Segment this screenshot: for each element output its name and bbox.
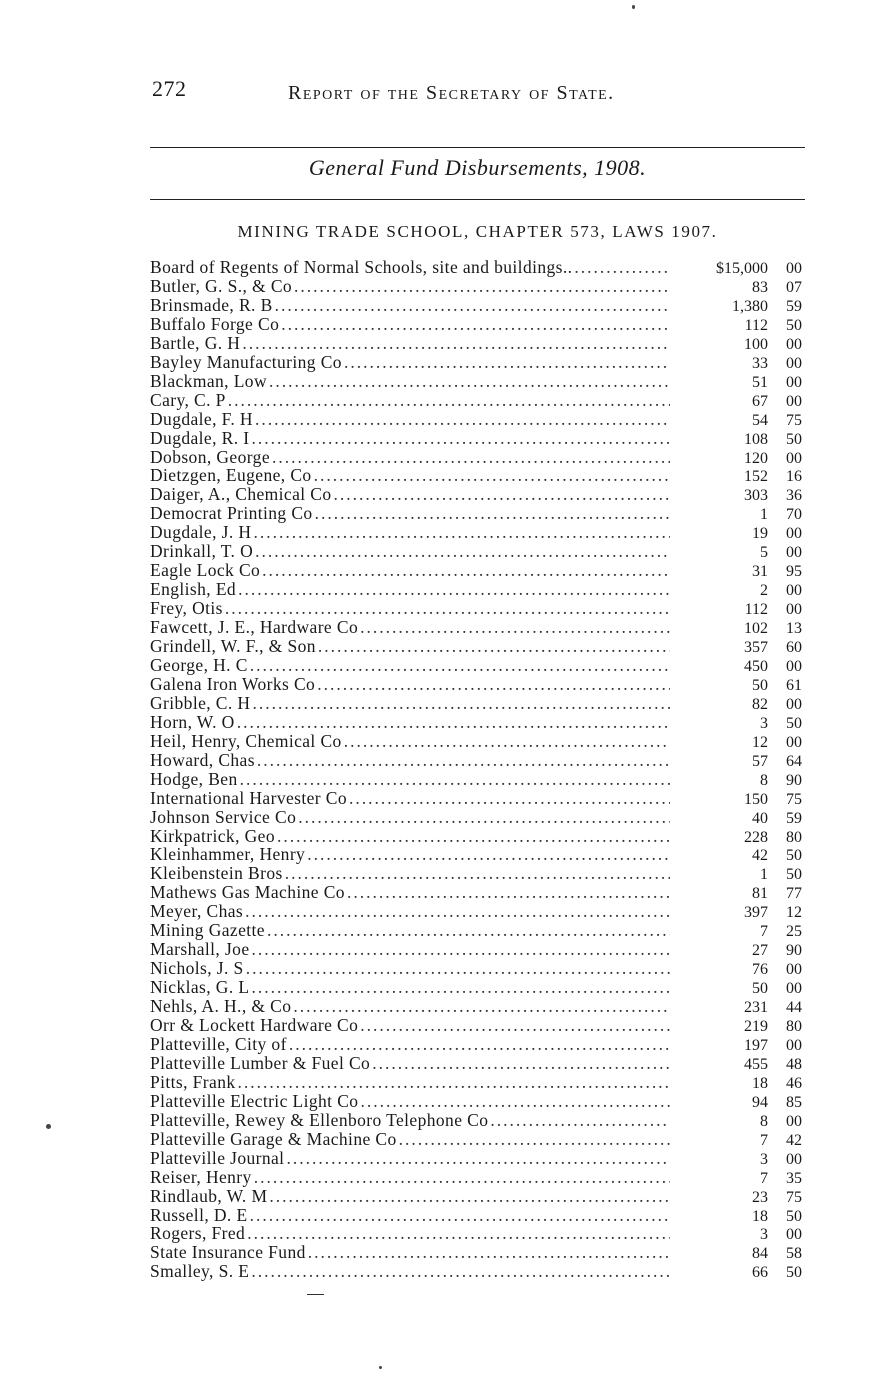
dot-leader (317, 675, 670, 694)
amount-dollars: 83 (752, 278, 768, 296)
payee-name: Eagle Lock Co (150, 560, 261, 581)
amount-dollars: 12 (752, 733, 768, 751)
amount-dollars: 102 (744, 620, 768, 638)
payee-name: Horn, W. O (150, 711, 235, 732)
disbursement-row (150, 1149, 802, 1168)
amount-dollars: 3 (760, 1150, 768, 1168)
amount-cents: 42 (786, 1131, 802, 1149)
payee-name: Dietzgen, Eugene, Co (150, 465, 312, 486)
amount-cents: 50 (786, 1207, 802, 1225)
dot-leader (252, 940, 671, 959)
dot-leader (349, 789, 670, 808)
dot-leader (277, 827, 670, 846)
amount-cents: 00 (786, 601, 802, 619)
dot-leader (252, 694, 670, 713)
dot-leader (347, 883, 670, 902)
disbursement-row (150, 1035, 802, 1054)
footer-dash (307, 1294, 324, 1295)
disbursement-row (150, 296, 802, 315)
payee-name: Daiger, A., Chemical Co (150, 484, 332, 505)
payee-name: Dugdale, J. H (150, 522, 252, 543)
payee-name: Hodge, Ben (150, 768, 238, 789)
payee-name: Platteville, City of (150, 1033, 287, 1054)
disbursement-row (150, 713, 802, 732)
amount-cents: 44 (786, 999, 802, 1017)
amount-dollars: 66 (752, 1264, 768, 1282)
dot-leader (360, 618, 670, 637)
dot-leader (247, 1224, 670, 1243)
disbursement-row (150, 448, 802, 467)
amount-dollars: 152 (744, 468, 768, 486)
amount-dollars: 112 (744, 601, 768, 619)
payee-name: Smalley, S. E (150, 1261, 250, 1282)
running-head: Report of the Secretary of State. (288, 82, 615, 104)
disbursement-row (150, 580, 802, 599)
amount-cents: 50 (786, 866, 802, 884)
dot-leader (255, 410, 670, 429)
payee-name: Rindlaub, W. M (150, 1185, 268, 1206)
amount-dollars: 7 (760, 923, 768, 941)
amount-dollars: 2 (760, 582, 768, 600)
disbursement-row (150, 504, 802, 523)
payee-name: Marshall, Joe (150, 939, 250, 960)
amount-cents: 95 (786, 563, 802, 581)
payee-name: Nicklas, G. L (150, 977, 250, 998)
payee-name: State Insurance Fund (150, 1242, 306, 1263)
amount-dollars: 7 (760, 1169, 768, 1187)
amount-cents: 00 (786, 260, 802, 277)
payee-name: Galena Iron Works Co (150, 673, 316, 694)
amount-cents: 36 (786, 487, 802, 505)
dot-leader (314, 466, 670, 485)
dot-leader (360, 1092, 670, 1111)
dot-leader (294, 277, 670, 296)
payee-name: Dobson, George (150, 446, 270, 467)
amount-cents: 85 (786, 1093, 802, 1111)
amount-dollars: 31 (752, 563, 768, 581)
payee-name: Mining Gazette (150, 920, 265, 941)
dot-leader (257, 751, 670, 770)
disbursement-row (150, 883, 802, 902)
amount-dollars: 81 (752, 885, 768, 903)
dot-leader (228, 391, 670, 410)
payee-name: English, Ed (150, 579, 237, 600)
amount-cents: 61 (786, 676, 802, 694)
disbursement-row (150, 789, 802, 808)
payee-name: Heil, Henry, Chemical Co (150, 730, 342, 751)
dot-leader (315, 504, 670, 523)
disbursement-row (150, 656, 802, 675)
amount-dollars: 450 (744, 657, 768, 675)
payee-name: Fawcett, J. E., Hardware Co (150, 617, 359, 638)
scan-speck (379, 1366, 382, 1369)
amount-cents: 80 (786, 1018, 802, 1035)
dot-leader (253, 523, 670, 542)
amount-cents: 58 (786, 1245, 802, 1263)
amount-dollars: 57 (752, 752, 768, 770)
amount-dollars: 67 (752, 392, 768, 410)
disbursement-row (150, 315, 802, 334)
payee-name: Kleibenstein Bros (150, 863, 283, 884)
amount-cents: 70 (786, 506, 802, 524)
amount-dollars: 219 (744, 1018, 768, 1035)
payee-name: Rogers, Fred (150, 1223, 246, 1244)
payee-name: Butler, G. S., & Co (150, 275, 293, 296)
dot-leader (275, 296, 670, 315)
dot-leader (307, 845, 670, 864)
payee-name: Orr & Lockett Hardware Co (150, 1015, 359, 1035)
amount-cents: 75 (786, 790, 802, 808)
amount-cents: 75 (786, 1188, 802, 1206)
payee-name: Dugdale, R. I (150, 427, 250, 448)
payee-name: Reiser, Henry (150, 1166, 252, 1187)
disbursement-row (150, 1187, 802, 1206)
dot-leader (399, 1130, 670, 1149)
amount-cents: 00 (786, 335, 802, 353)
amount-dollars: 112 (744, 316, 768, 334)
disbursement-row (150, 732, 802, 751)
dot-leader (251, 1262, 670, 1281)
disbursement-row (150, 485, 802, 504)
payee-name: Blackman, Low (150, 370, 267, 391)
amount-dollars: 5 (760, 544, 768, 562)
disbursement-row (150, 599, 802, 618)
payee-name: Bartle, G. H (150, 332, 241, 353)
dot-leader (246, 959, 670, 978)
payee-name: Platteville Lumber & Fuel Co (150, 1052, 371, 1073)
dot-leader (372, 1054, 670, 1073)
payee-name: Platteville Garage & Machine Co (150, 1128, 397, 1149)
payee-name: Democrat Printing Co (150, 503, 313, 524)
disbursement-row (150, 372, 802, 391)
payee-name: Kleinhammer, Henry (150, 844, 306, 865)
dot-leader (250, 1206, 670, 1225)
amount-cents: 00 (786, 1036, 802, 1054)
payee-name: Mathews Gas Machine Co (150, 882, 345, 903)
disbursement-row (150, 694, 802, 713)
amount-cents: 90 (786, 771, 802, 789)
amount-cents: 46 (786, 1074, 802, 1092)
dot-leader (255, 542, 670, 561)
dot-leader (267, 921, 670, 940)
disbursement-row (150, 277, 802, 296)
amount-cents: 00 (786, 980, 802, 998)
disbursement-row (150, 542, 802, 561)
amount-cents: 00 (786, 1112, 802, 1130)
amount-cents: 48 (786, 1055, 802, 1073)
disbursement-row (150, 391, 802, 410)
payee-name: Dugdale, F. H (150, 408, 253, 429)
amount-dollars: 19 (752, 525, 768, 543)
payee-name: Gribble, C. H (150, 692, 251, 713)
payee-name: Johnson Service Co (150, 806, 297, 827)
disbursement-row (150, 1206, 802, 1225)
payee-name: Brinsmade, R. B (150, 294, 273, 315)
payee-name: Drinkall, T. O (150, 541, 254, 562)
disbursement-row (150, 334, 802, 353)
payee-name: Pitts, Frank (150, 1071, 236, 1092)
payee-name: Nichols, J. S (150, 958, 244, 979)
disbursement-row (150, 1130, 802, 1149)
dot-leader (237, 713, 670, 732)
amount-dollars: 94 (752, 1093, 768, 1111)
amount-dollars: 50 (752, 980, 768, 998)
amount-dollars: 1,380 (732, 297, 768, 315)
dot-leader (298, 808, 670, 827)
dot-leader (238, 1073, 670, 1092)
dot-leader (272, 448, 670, 467)
dot-leader (269, 372, 670, 391)
dot-leader (225, 599, 670, 618)
amount-cents: 00 (786, 961, 802, 979)
amount-dollars: 18 (752, 1074, 768, 1092)
disbursement-row (150, 1262, 802, 1281)
disbursement-row (150, 1111, 802, 1130)
disbursement-row (150, 902, 802, 921)
payee-name: Bayley Manufacturing Co (150, 351, 342, 372)
amount-cents: 00 (786, 657, 802, 675)
disbursement-row (150, 770, 802, 789)
disbursement-row (150, 959, 802, 978)
disbursement-row (150, 808, 802, 827)
top-rule (150, 147, 805, 148)
amount-cents: 50 (786, 430, 802, 448)
amount-cents: 12 (786, 904, 802, 922)
amount-cents: 64 (786, 752, 802, 770)
amount-cents: 75 (786, 411, 802, 429)
page-number: 272 (152, 76, 187, 101)
dot-leader (254, 1168, 670, 1187)
amount-cents: 50 (786, 847, 802, 865)
dot-leader (490, 1111, 670, 1130)
amount-dollars: 1 (760, 506, 768, 524)
payee-name: Frey, Otis (150, 598, 223, 619)
section-title: General Fund Disbursements, 1908. (308, 155, 647, 180)
disbursement-row (150, 997, 802, 1016)
disbursement-row (150, 429, 802, 448)
dot-leader (293, 997, 670, 1016)
amount-cents: 16 (786, 468, 802, 486)
dot-leader (289, 1035, 670, 1054)
amount-dollars: 303 (744, 487, 768, 505)
amount-cents: 25 (786, 923, 802, 941)
payee-name: Grindell, W. F., & Son (150, 636, 316, 656)
amount-cents: 07 (786, 278, 802, 296)
dot-leader (334, 485, 670, 504)
amount-dollars: 197 (744, 1036, 768, 1054)
disbursement-row (150, 751, 802, 770)
scan-speck (46, 1124, 51, 1129)
dot-leader (238, 580, 670, 599)
payee-name: Platteville Electric Light Co (150, 1090, 359, 1111)
dot-leader (286, 1149, 670, 1168)
amount-cents: 00 (786, 544, 802, 562)
dot-leader (574, 258, 670, 277)
dot-leader (308, 1243, 670, 1262)
amount-dollars: 357 (744, 639, 768, 656)
payee-name: Nehls, A. H., & Co (150, 996, 292, 1017)
disbursement-row (150, 561, 802, 580)
amount-dollars: 455 (744, 1055, 768, 1073)
amount-dollars: 1 (760, 866, 768, 884)
amount-cents: 00 (786, 525, 802, 543)
disbursement-row (150, 637, 802, 656)
amount-dollars: 54 (752, 411, 768, 429)
dot-leader (360, 1016, 670, 1035)
dot-leader (262, 561, 670, 580)
disbursement-row (150, 675, 802, 694)
payee-name: Platteville, Rewey & Ellenboro Telephone Co (150, 1109, 489, 1130)
payee-name: George, H. C (150, 654, 248, 675)
amount-cents: 00 (786, 373, 802, 391)
amount-cents: 00 (786, 449, 802, 467)
amount-cents: 50 (786, 714, 802, 732)
dot-leader (252, 429, 671, 448)
payee-name: Platteville Journal (150, 1147, 285, 1168)
scan-speck (632, 5, 635, 9)
amount-cents: 59 (786, 297, 802, 315)
payee-name: Russell, D. E (150, 1204, 248, 1225)
amount-dollars: 228 (744, 828, 768, 846)
amount-cents: 35 (786, 1169, 802, 1187)
amount-dollars: 3 (760, 714, 768, 732)
payee-name: Cary, C. P (150, 389, 226, 410)
amount-cents: 00 (786, 392, 802, 410)
payee-name: Meyer, Chas (150, 901, 244, 922)
amount-cents: 50 (786, 316, 802, 334)
disbursement-row (150, 940, 802, 959)
amount-dollars: 100 (744, 335, 768, 353)
amount-dollars: 50 (752, 676, 768, 694)
dot-leader (344, 353, 670, 372)
disbursement-row (150, 618, 802, 637)
amount-cents: 77 (786, 885, 802, 903)
dot-leader (269, 1187, 670, 1206)
amount-cents: 00 (786, 582, 802, 600)
amount-cents: 90 (786, 942, 802, 960)
payee-name: Howard, Chas (150, 749, 255, 770)
amount-cents: 00 (786, 354, 802, 372)
payee-name: Kirkpatrick, Geo (150, 825, 275, 846)
subheading: MINING TRADE SCHOOL, CHAPTER 573, LAWS 1907. (237, 222, 718, 241)
disbursement-row (150, 1243, 802, 1262)
amount-cents: 80 (786, 828, 802, 846)
disbursement-row (150, 1092, 802, 1111)
disbursement-row (150, 921, 802, 940)
dot-leader (344, 732, 670, 751)
dot-leader (245, 902, 670, 921)
amount-dollars: $15,000 (716, 260, 768, 277)
disbursement-row (150, 1168, 802, 1187)
disbursement-row (150, 466, 802, 485)
amount-dollars: 40 (752, 809, 768, 827)
amount-dollars: 108 (744, 430, 768, 448)
amount-cents: 50 (786, 1264, 802, 1282)
disbursement-row (150, 1054, 802, 1073)
payee-name: Buffalo Forge Co (150, 313, 280, 334)
amount-cents: 00 (786, 1226, 802, 1244)
amount-dollars: 7 (760, 1131, 768, 1149)
disbursement-row (150, 410, 802, 429)
dot-leader (285, 864, 670, 883)
amount-dollars: 33 (752, 354, 768, 372)
dot-leader (250, 656, 670, 675)
amount-dollars: 42 (752, 847, 768, 865)
amount-dollars: 8 (760, 1112, 768, 1130)
amount-cents: 13 (786, 620, 802, 638)
amount-dollars: 76 (752, 961, 768, 979)
disbursement-row (150, 827, 802, 846)
amount-cents: 59 (786, 809, 802, 827)
dot-leader (281, 315, 670, 334)
disbursement-row (150, 523, 802, 542)
amount-dollars: 231 (744, 999, 768, 1017)
disbursement-row (150, 864, 802, 883)
amount-dollars: 3 (760, 1226, 768, 1244)
amount-dollars: 150 (744, 790, 768, 808)
payee-name: Board of Regents of Normal Schools, site and buildings.. (150, 257, 573, 277)
amount-cents: 00 (786, 1150, 802, 1168)
disbursement-row (150, 978, 802, 997)
bottom-rule (150, 199, 805, 200)
amount-cents: 00 (786, 695, 802, 713)
dot-leader (242, 334, 670, 353)
amount-dollars: 120 (744, 449, 768, 467)
amount-dollars: 51 (752, 373, 768, 391)
disbursement-row (150, 1073, 802, 1092)
disbursement-row (150, 1224, 802, 1243)
dot-leader (318, 637, 670, 656)
disbursement-row (150, 1016, 802, 1035)
amount-dollars: 397 (744, 904, 768, 922)
disbursement-row (150, 845, 802, 864)
amount-dollars: 84 (752, 1245, 768, 1263)
amount-dollars: 8 (760, 771, 768, 789)
amount-cents: 60 (786, 639, 802, 656)
amount-dollars: 82 (752, 695, 768, 713)
amount-dollars: 18 (752, 1207, 768, 1225)
amount-dollars: 23 (752, 1188, 768, 1206)
dot-leader (240, 770, 670, 789)
disbursement-row (150, 258, 802, 277)
amount-dollars: 27 (752, 942, 768, 960)
disbursement-row (150, 353, 802, 372)
dot-leader (252, 978, 671, 997)
payee-name: International Harvester Co (150, 787, 347, 808)
amount-cents: 00 (786, 733, 802, 751)
